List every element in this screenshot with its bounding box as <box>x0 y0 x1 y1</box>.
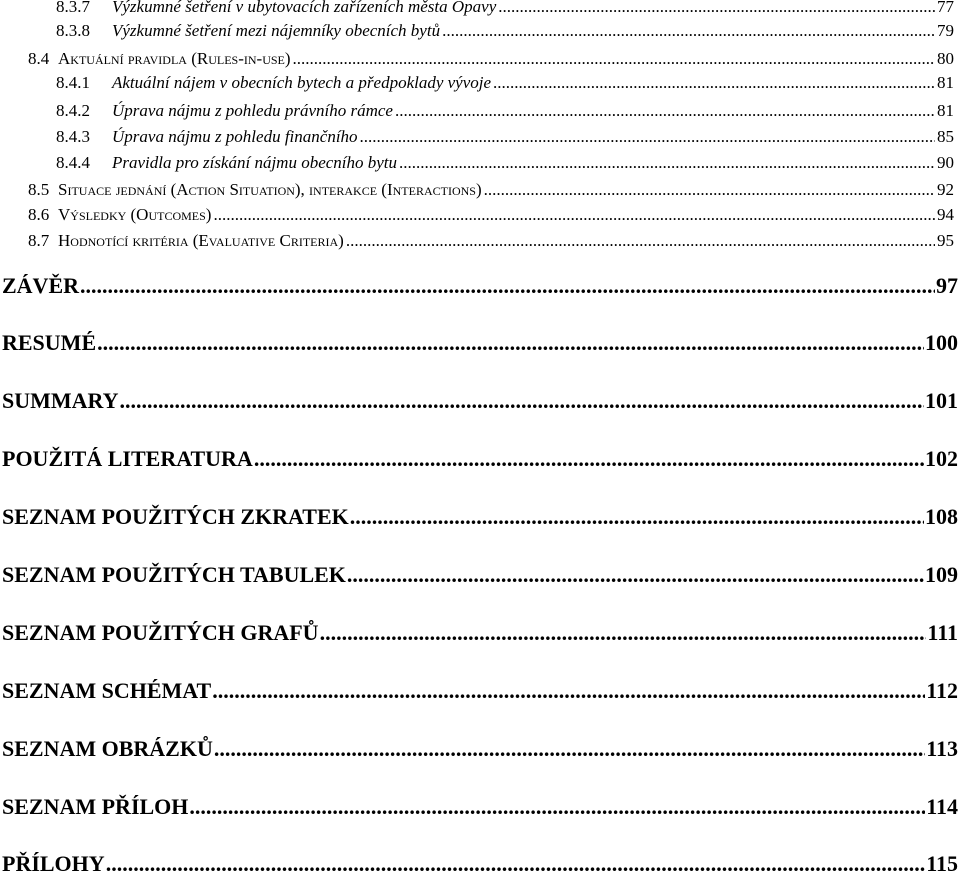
toc-entry-page: 111 <box>927 620 958 645</box>
toc-entry-title: RESUMÉ <box>2 330 97 355</box>
toc-dot-leader <box>320 618 927 648</box>
toc-entry-page: 109 <box>925 562 958 587</box>
toc-entry-8-4[interactable] <box>28 48 954 70</box>
toc-entry-title: SEZNAM POUŽITÝCH ZKRATEK <box>2 504 349 529</box>
toc-entry-obrazky[interactable] <box>2 734 958 764</box>
toc-entry-title: SEZNAM OBRÁZKŮ <box>2 736 213 761</box>
toc-entry-8-6[interactable] <box>28 204 954 226</box>
toc-dot-leader <box>254 444 924 474</box>
toc-entry-number: 8.3.8 <box>56 21 90 40</box>
toc-entry-title: SEZNAM POUŽITÝCH GRAFŮ <box>2 620 319 645</box>
toc-dot-leader <box>493 72 935 94</box>
toc-entry-page: 94 <box>937 205 954 224</box>
toc-dot-leader <box>214 734 925 764</box>
toc-entry-summary[interactable] <box>2 386 958 416</box>
toc-entry-number: 8.4.1 <box>56 73 90 92</box>
toc-entry-title: Úprava nájmu z pohledu finančního <box>112 127 358 146</box>
toc-entry-literatura[interactable] <box>2 444 958 474</box>
toc-entry-title: Aktuální pravidla (Rules-in-use) <box>58 49 291 68</box>
toc-dot-leader <box>399 152 935 174</box>
toc-entry-8-4-4[interactable] <box>56 152 954 174</box>
toc-dot-leader <box>347 560 924 590</box>
toc-entry-tabulky[interactable] <box>2 560 958 590</box>
toc-entry-8-3-7[interactable] <box>56 0 954 18</box>
toc-entry-number: 8.5 <box>28 180 50 199</box>
toc-entry-number: 8.4.4 <box>56 153 90 172</box>
toc-entry-schemata[interactable] <box>2 676 958 706</box>
toc-entry-number: 8.7 <box>28 231 50 250</box>
toc-entry-page: 95 <box>937 231 954 250</box>
toc-entry-prilohy-seznam[interactable] <box>2 792 958 822</box>
toc-dot-leader <box>395 100 935 122</box>
toc-entry-prilohy[interactable] <box>2 849 958 879</box>
toc-entry-resume[interactable] <box>2 328 958 358</box>
toc-entry-title: PŘÍLOHY <box>2 851 105 876</box>
toc-entry-page: 97 <box>936 273 958 298</box>
toc-entry-zaver[interactable] <box>2 271 958 301</box>
toc-entry-page: 113 <box>926 736 958 761</box>
toc-dot-leader <box>97 328 924 358</box>
toc-entry-zkratky[interactable] <box>2 502 958 532</box>
toc-entry-number: 8.4.3 <box>56 127 90 146</box>
toc-entry-page: 115 <box>926 851 958 876</box>
toc-dot-leader <box>293 48 935 70</box>
toc-entry-title: POUŽITÁ LITERATURA <box>2 446 253 471</box>
toc-entry-title: Situace jednání (Action Situation), interakce (Interactions) <box>58 180 482 199</box>
toc-entry-title: Výzkumné šetření mezi nájemníky obecních bytů <box>112 21 441 40</box>
toc-dot-leader <box>498 0 935 18</box>
toc-dot-leader <box>442 20 935 42</box>
toc-entry-8-4-1[interactable] <box>56 72 954 94</box>
toc-entry-title: SEZNAM SCHÉMAT <box>2 678 212 703</box>
toc-dot-leader <box>212 676 925 706</box>
toc-entry-title: SEZNAM POUŽITÝCH TABULEK <box>2 562 346 587</box>
toc-entry-page: 90 <box>937 153 954 172</box>
toc-dot-leader <box>360 126 935 148</box>
toc-dot-leader <box>350 502 924 532</box>
toc-entry-title: Aktuální nájem v obecních bytech a předpoklady vývoje <box>112 73 492 92</box>
toc-entry-title: Úprava nájmu z pohledu právního rámce <box>112 101 393 120</box>
toc-entry-title: SUMMARY <box>2 388 119 413</box>
toc-entry-8-7[interactable] <box>28 230 954 252</box>
toc-entry-grafy[interactable] <box>2 618 958 648</box>
toc-entry-page: 79 <box>937 21 954 40</box>
toc-entry-page: 81 <box>937 73 954 92</box>
toc-dot-leader <box>189 792 925 822</box>
toc-entry-page: 112 <box>926 678 958 703</box>
toc-dot-leader <box>80 271 935 301</box>
toc-entry-page: 81 <box>937 101 954 120</box>
toc-entry-page: 100 <box>925 330 958 355</box>
toc-entry-8-3-8[interactable] <box>56 20 954 42</box>
toc-entry-page: 108 <box>925 504 958 529</box>
toc-dot-leader <box>120 386 924 416</box>
toc-entry-page: 77 <box>937 0 954 16</box>
toc-entry-title: Hodnotící kritéria (Evaluative Criteria) <box>58 231 344 250</box>
toc-entry-page: 102 <box>925 446 958 471</box>
toc-dot-leader <box>213 204 935 226</box>
toc-entry-page: 101 <box>925 388 958 413</box>
toc-entry-8-5[interactable] <box>28 179 954 201</box>
toc-entry-title: SEZNAM PŘÍLOH <box>2 794 189 819</box>
toc-entry-number: 8.6 <box>28 205 50 224</box>
toc-entry-number: 8.3.7 <box>56 0 90 16</box>
toc-entry-page: 85 <box>937 127 954 146</box>
toc-entry-title: Výzkumné šetření v ubytovacích zařízeních města Opavy <box>112 0 497 16</box>
toc-entry-page: 92 <box>937 180 954 199</box>
toc-entry-8-4-3[interactable] <box>56 126 954 148</box>
toc-dot-leader <box>106 849 926 879</box>
toc-entry-title: Výsledky (Outcomes) <box>58 205 212 224</box>
toc-entry-page: 114 <box>926 794 958 819</box>
toc-entry-number: 8.4.2 <box>56 101 90 120</box>
toc-entry-page: 80 <box>937 49 954 68</box>
toc-dot-leader <box>484 179 935 201</box>
toc-entry-number: 8.4 <box>28 49 50 68</box>
toc-entry-title: ZÁVĚR <box>2 273 80 298</box>
toc-entry-title: Pravidla pro získání nájmu obecního bytu <box>112 153 398 172</box>
toc-entry-8-4-2[interactable] <box>56 100 954 122</box>
toc-dot-leader <box>346 230 935 252</box>
